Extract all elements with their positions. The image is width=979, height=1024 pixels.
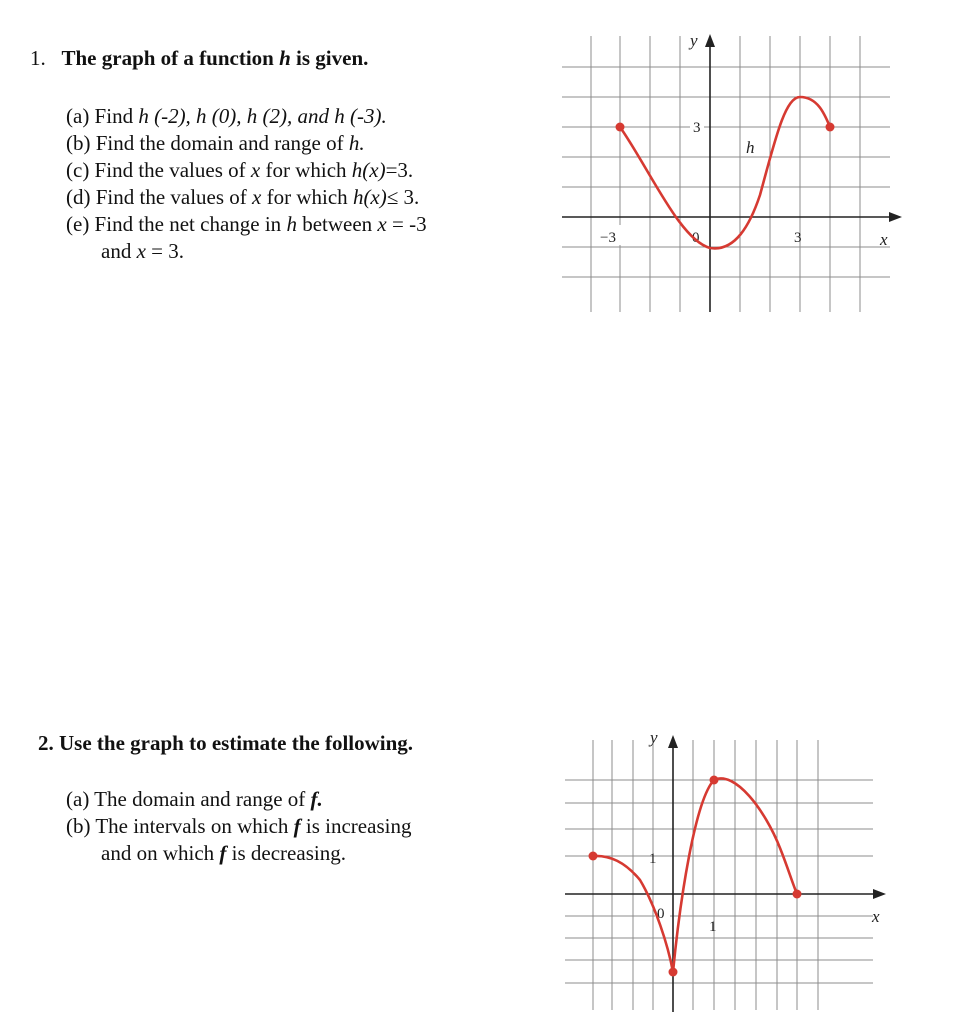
q1-part-e2-text: and xyxy=(101,239,137,263)
q2-part-a-var: f. xyxy=(310,787,323,811)
q1-part-e2-post: = 3. xyxy=(145,239,184,263)
q2-tick-y1: 1 xyxy=(649,851,657,867)
q1-title-pre: The graph of a function xyxy=(61,46,280,70)
q1-part-e-math: x xyxy=(377,212,387,236)
q1-part-d-var: x xyxy=(252,185,262,209)
q1-part-c-var: x xyxy=(250,158,261,182)
q1-part-a-math: h (-2), h (0), h (2), and h (-3). xyxy=(138,104,387,128)
q1-func-label: h xyxy=(746,138,755,157)
q2-part-a-text: (a) The domain and range of xyxy=(66,787,311,811)
q1-part-c-mid: for which xyxy=(260,158,352,182)
q1-title-var: h xyxy=(279,46,291,70)
q1-tick-neg3: −3 xyxy=(600,230,616,246)
q2-max-point xyxy=(710,776,719,785)
q2-part-b2-var: f xyxy=(219,841,227,865)
q1-part-e2-math: x xyxy=(136,239,146,263)
q2-grid xyxy=(565,740,873,1010)
q1-part-d-text: (d) Find the values of xyxy=(66,185,253,209)
q1-tick-0: 0 xyxy=(692,230,700,246)
q1-part-e-post: = -3 xyxy=(386,212,427,236)
q1-part-d-math: h(x) xyxy=(352,185,387,209)
q1-tick-3: 3 xyxy=(794,230,802,246)
q1-part-e-text: (e) Find the net change in xyxy=(66,212,287,236)
q1-number: 1. xyxy=(30,46,46,70)
q2-curve-f xyxy=(593,778,797,972)
q2-part-b-var: f xyxy=(293,814,301,838)
q2-part-b-text: (b) The intervals on which xyxy=(66,814,294,838)
q1-part-d-mid: for which xyxy=(261,185,353,209)
q2-endpoint-right xyxy=(793,890,802,899)
q2-part-b-post: is increasing xyxy=(300,814,412,838)
q1-part-e-mid: between xyxy=(296,212,378,236)
q2-x-label: x xyxy=(872,907,880,926)
q1-part-c-text: (c) Find the values of xyxy=(66,158,251,182)
q1-part-b-math: h. xyxy=(348,131,365,155)
q1-part-d-post: ≤ 3. xyxy=(386,185,420,209)
q2-number: 2. xyxy=(38,731,54,755)
q1-part-c-math: h(x) xyxy=(351,158,386,182)
q2-title-text: Use the graph to estimate the following. xyxy=(59,731,414,755)
q2-y-label: y xyxy=(650,728,658,747)
q2-part-b2-post: is decreasing. xyxy=(226,841,346,865)
q1-part-c-post: =3. xyxy=(385,158,414,182)
q1-y-label: y xyxy=(690,31,698,50)
q2-y-arrow xyxy=(668,735,678,748)
q2-min-point xyxy=(669,968,678,977)
q2-tick-1: 1 xyxy=(709,919,717,935)
q1-part-b-text: (b) Find the domain and range of xyxy=(66,131,349,155)
q1-x-label: x xyxy=(880,230,888,249)
q2-x-arrow xyxy=(873,889,886,899)
q2-endpoint-left xyxy=(589,852,598,861)
q1-part-a-text: (a) Find xyxy=(66,104,139,128)
q2-part-b2-text: and on which xyxy=(101,841,220,865)
q1-title-post: is given. xyxy=(290,46,369,70)
q2-tick-0: 0 xyxy=(657,906,665,922)
q1-part-e-var: h xyxy=(286,212,297,236)
q1-tick-y3: 3 xyxy=(693,120,701,136)
